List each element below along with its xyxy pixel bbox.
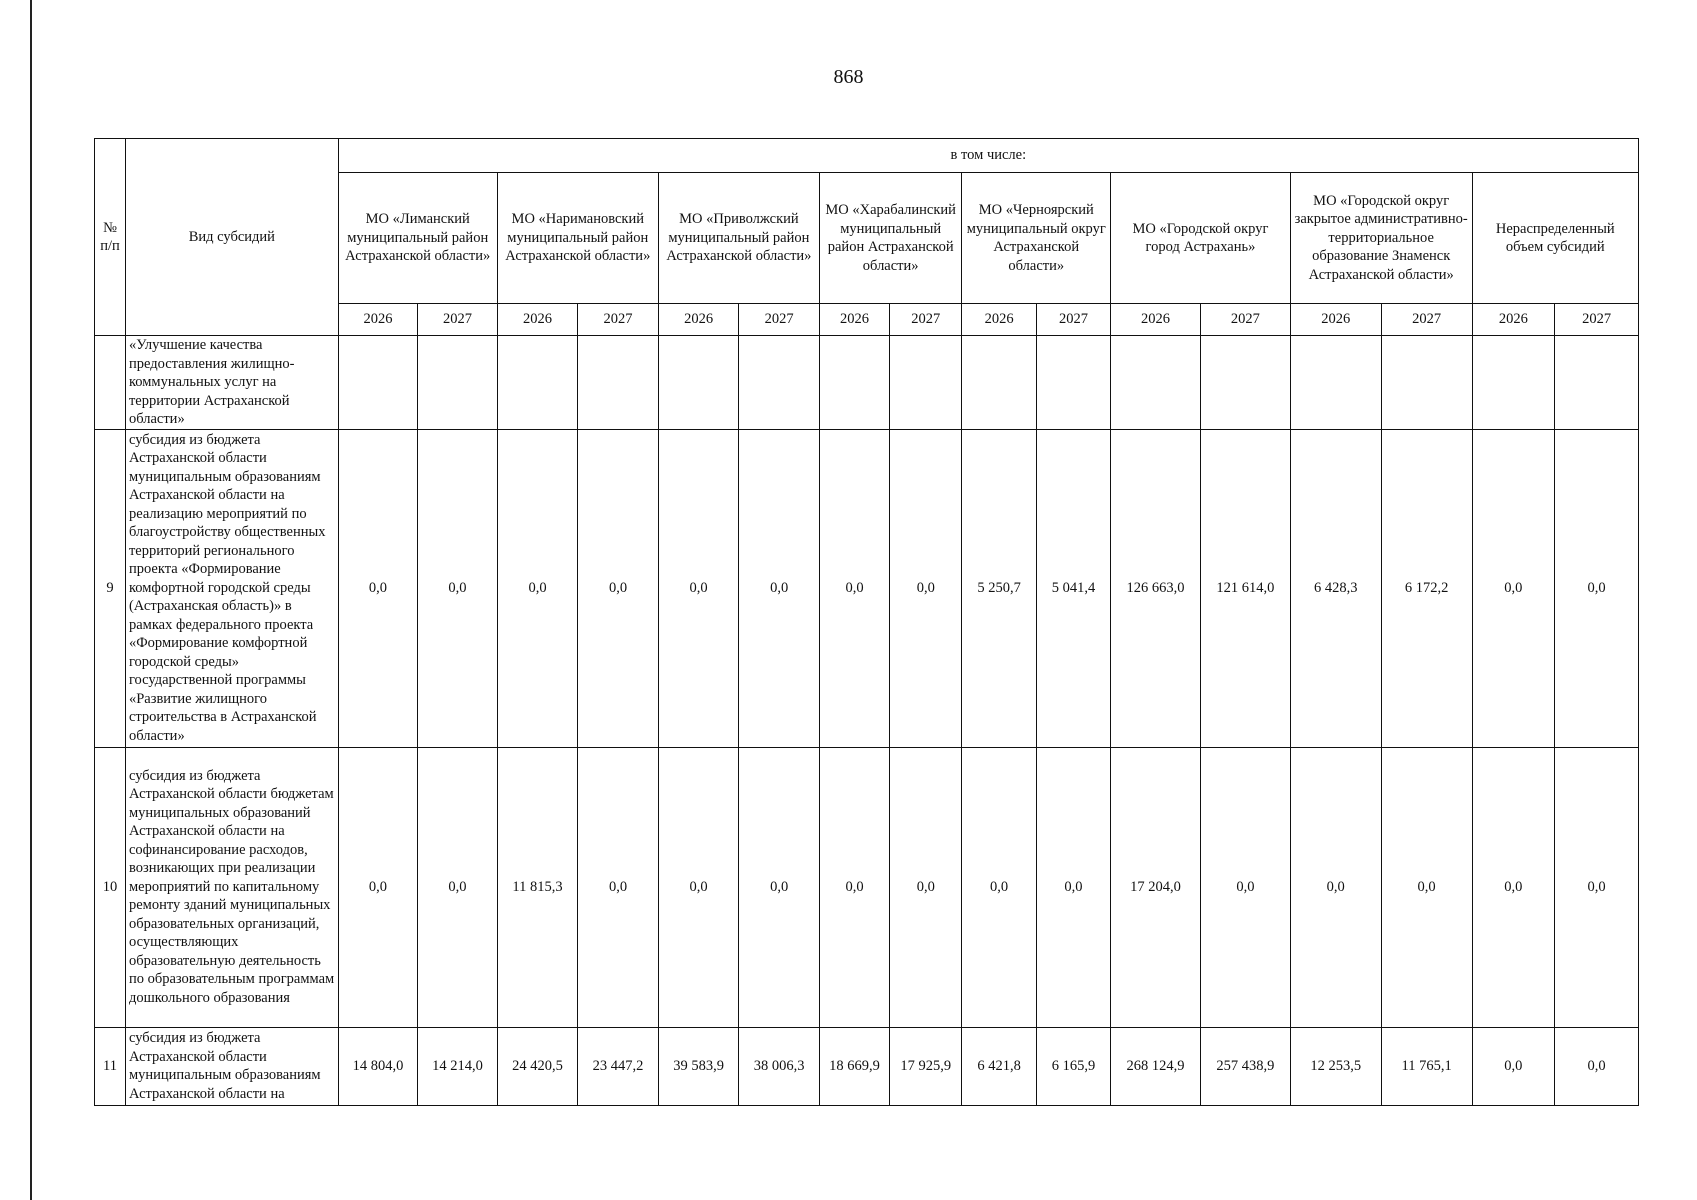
value-cell: 0,0	[819, 747, 889, 1027]
year-header: 2027	[1200, 304, 1290, 336]
mo-header-znamensk: МО «Городской округ закрытое административно-территориальное образование Знаменск Астраханской области»	[1290, 173, 1472, 304]
value-cell: 14 804,0	[338, 1027, 418, 1105]
value-cell: 121 614,0	[1200, 429, 1290, 747]
value-cell: 17 204,0	[1111, 747, 1201, 1027]
value-cell: 6 428,3	[1290, 429, 1381, 747]
value-cell	[1472, 336, 1555, 430]
value-cell	[1555, 336, 1639, 430]
row-number	[95, 336, 126, 430]
value-cell: 12 253,5	[1290, 1027, 1381, 1105]
value-cell: 6 165,9	[1036, 1027, 1110, 1105]
year-header: 2026	[1472, 304, 1555, 336]
mo-header-kharabalinsky: МО «Харабалинский муниципальный район Астраханской области»	[819, 173, 962, 304]
value-cell: 5 041,4	[1036, 429, 1110, 747]
value-cell: 24 420,5	[497, 1027, 578, 1105]
year-header: 2026	[658, 304, 739, 336]
value-cell	[1036, 336, 1110, 430]
value-cell: 0,0	[739, 429, 820, 747]
value-cell: 0,0	[1472, 429, 1555, 747]
value-cell	[819, 336, 889, 430]
value-cell: 0,0	[1555, 429, 1639, 747]
row-description: субсидия из бюджета Астраханской области муниципальным образованиям Астраханской области на	[125, 1027, 338, 1105]
value-cell	[739, 336, 820, 430]
value-cell: 0,0	[819, 429, 889, 747]
value-cell: 18 669,9	[819, 1027, 889, 1105]
value-cell: 0,0	[739, 747, 820, 1027]
mo-header-narimanovsky: МО «Наримановский муниципальный район Астраханской области»	[497, 173, 658, 304]
year-header: 2026	[1111, 304, 1201, 336]
value-cell: 0,0	[578, 747, 659, 1027]
value-cell: 11 765,1	[1381, 1027, 1472, 1105]
value-cell: 0,0	[658, 747, 739, 1027]
value-cell	[1111, 336, 1201, 430]
value-cell: 6 172,2	[1381, 429, 1472, 747]
page-number: 868	[833, 66, 864, 88]
value-cell: 0,0	[962, 747, 1036, 1027]
value-cell: 0,0	[418, 429, 498, 747]
year-header: 2026	[819, 304, 889, 336]
value-cell: 257 438,9	[1200, 1027, 1290, 1105]
row-number: 10	[95, 747, 126, 1027]
year-header: 2026	[1290, 304, 1381, 336]
value-cell: 6 421,8	[962, 1027, 1036, 1105]
row-description: субсидия из бюджета Астраханской области муниципальным образованиям Астраханской области на реализацию мероприятий по благоустройству общественных территорий регионального проекта «Формирование комфортной городской среды (Астраханская область)» в рамках федерального проекта «Формирование комфортной городской среды» государственной программы «Развитие жилищного строительства в Астраханской области»	[125, 429, 338, 747]
mo-header-privolzhsky: МО «Приволжский муниципальный район Астраханской области»	[658, 173, 819, 304]
value-cell: 0,0	[1381, 747, 1472, 1027]
value-cell	[497, 336, 578, 430]
value-cell: 0,0	[1290, 747, 1381, 1027]
value-cell: 0,0	[890, 429, 962, 747]
value-cell: 38 006,3	[739, 1027, 820, 1105]
year-header: 2026	[497, 304, 578, 336]
value-cell	[890, 336, 962, 430]
row-number: 11	[95, 1027, 126, 1105]
year-header: 2027	[418, 304, 498, 336]
mo-header-limansky: МО «Лиманский муниципальный район Астраханской области»	[338, 173, 497, 304]
table-row	[95, 1027, 1639, 1105]
value-cell: 39 583,9	[658, 1027, 739, 1105]
value-cell: 0,0	[1472, 747, 1555, 1027]
value-cell: 11 815,3	[497, 747, 578, 1027]
value-cell: 126 663,0	[1111, 429, 1201, 747]
value-cell	[1290, 336, 1381, 430]
mo-header-astrakhan: МО «Городской округ город Астрахань»	[1111, 173, 1291, 304]
value-cell: 0,0	[578, 429, 659, 747]
value-cell: 0,0	[1555, 1027, 1639, 1105]
row-description: субсидия из бюджета Астраханской области бюджетам муниципальных образований Астраханской области на софинансирование расходов, возникающих при реализации мероприятий по капитальному ремонту зданий муниципальных образовательных организаций, осуществляющих образовательную деятельность по образовательным программам дошкольного образования	[125, 747, 338, 1027]
value-cell	[1381, 336, 1472, 430]
value-cell: 0,0	[418, 747, 498, 1027]
value-cell: 0,0	[338, 429, 418, 747]
year-header: 2027	[1555, 304, 1639, 336]
col-type-header: Вид субсидий	[125, 139, 338, 336]
year-header: 2027	[739, 304, 820, 336]
value-cell: 0,0	[338, 747, 418, 1027]
value-cell: 0,0	[1555, 747, 1639, 1027]
value-cell: 17 925,9	[890, 1027, 962, 1105]
value-cell: 0,0	[1036, 747, 1110, 1027]
value-cell: 23 447,2	[578, 1027, 659, 1105]
value-cell: 5 250,7	[962, 429, 1036, 747]
mo-header-chernoyarsky: МО «Черноярский муниципальный округ Астраханской области»	[962, 173, 1111, 304]
value-cell: 14 214,0	[418, 1027, 498, 1105]
table-row	[95, 429, 1639, 747]
year-header: 2026	[962, 304, 1036, 336]
row-description: «Улучшение качества предоставления жилищно-коммунальных услуг на территории Астраханской области»	[125, 336, 338, 430]
row-number: 9	[95, 429, 126, 747]
value-cell: 268 124,9	[1111, 1027, 1201, 1105]
value-cell	[658, 336, 739, 430]
year-header: 2027	[1036, 304, 1110, 336]
year-header: 2026	[338, 304, 418, 336]
table-row	[95, 336, 1639, 430]
table-row	[95, 747, 1639, 1027]
value-cell: 0,0	[1200, 747, 1290, 1027]
value-cell	[578, 336, 659, 430]
left-margin-line	[30, 0, 32, 1200]
value-cell	[1200, 336, 1290, 430]
value-cell	[418, 336, 498, 430]
value-cell: 0,0	[1472, 1027, 1555, 1105]
value-cell: 0,0	[497, 429, 578, 747]
year-header: 2027	[578, 304, 659, 336]
group-header: в том числе:	[338, 139, 1638, 173]
year-header: 2027	[1381, 304, 1472, 336]
value-cell	[338, 336, 418, 430]
value-cell	[962, 336, 1036, 430]
value-cell: 0,0	[890, 747, 962, 1027]
col-num-header: № п/п	[95, 139, 126, 336]
value-cell: 0,0	[658, 429, 739, 747]
mo-header-unallocated: Нераспределенный объем субсидий	[1472, 173, 1638, 304]
subsidies-table	[94, 138, 1639, 1106]
year-header: 2027	[890, 304, 962, 336]
